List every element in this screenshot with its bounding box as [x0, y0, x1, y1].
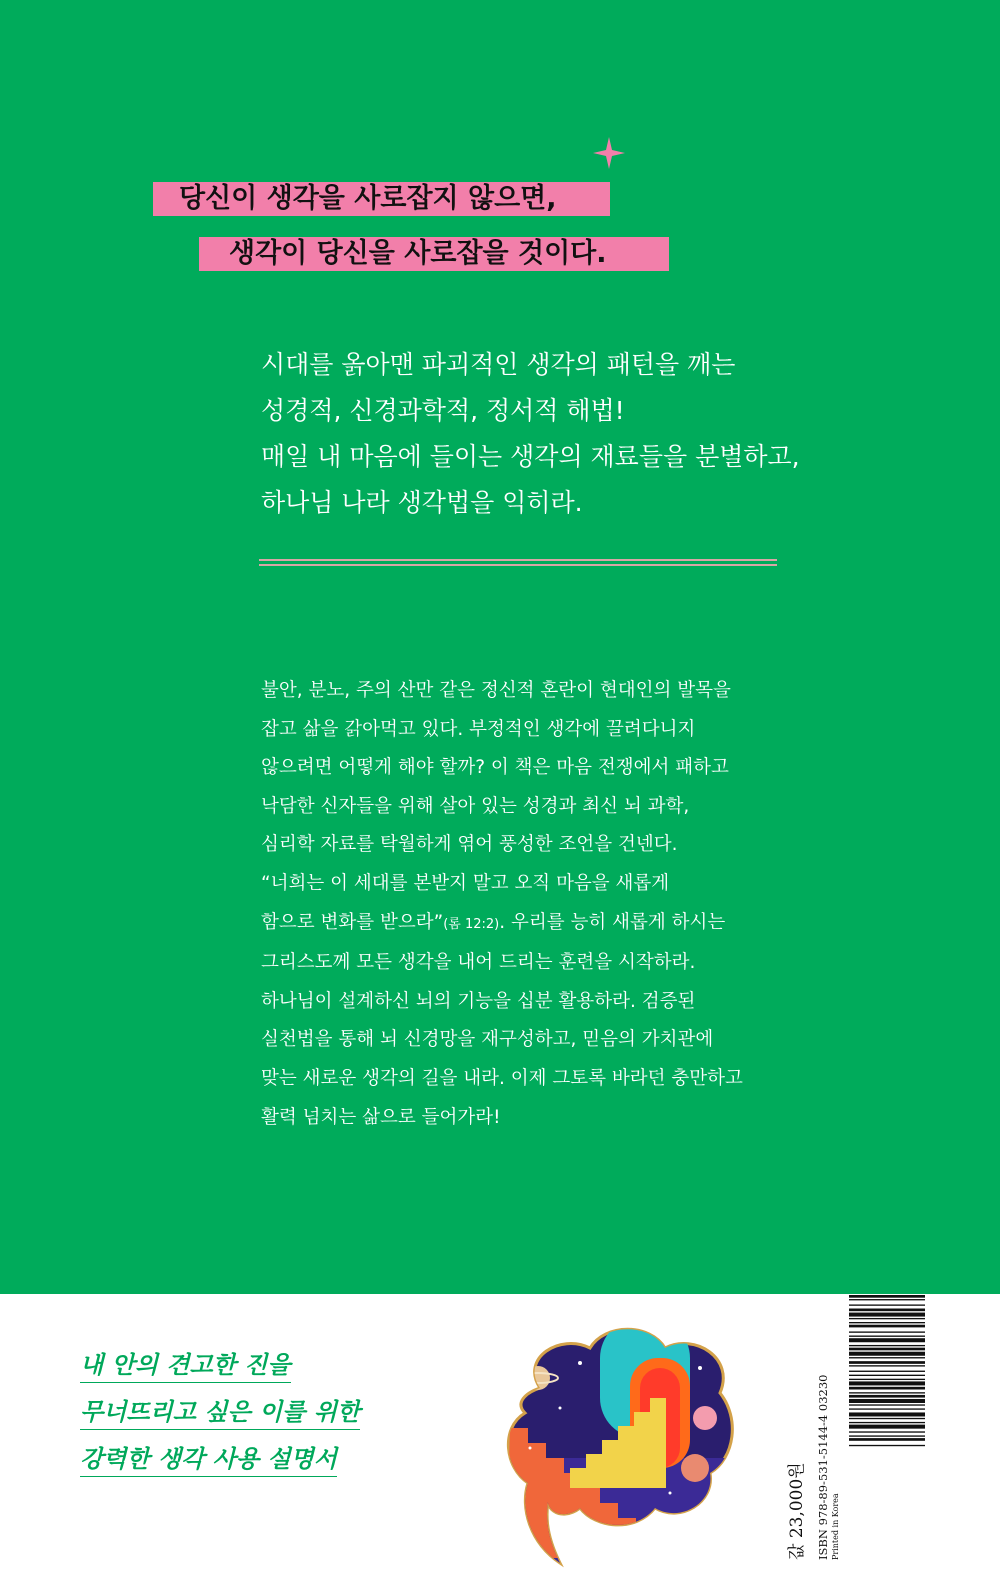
tagline-line: 강력한 생각 사용 설명서 — [80, 1442, 337, 1477]
description-text — [261, 672, 743, 1137]
barcode-bar — [849, 1348, 925, 1351]
isbn-label: ISBN 978-89-531-5144-4 03230 — [816, 1374, 830, 1560]
printed-in-label: Printed in Korea — [831, 1493, 840, 1560]
barcode-bar — [849, 1431, 925, 1432]
barcode-bar — [849, 1325, 925, 1328]
barcode-bar — [849, 1425, 925, 1429]
barcode-bar — [849, 1418, 925, 1419]
tagline-line: 내 안의 견고한 진을 — [80, 1348, 291, 1383]
barcode-bar — [849, 1379, 925, 1380]
barcode-bar — [849, 1304, 925, 1305]
description-line: 불안, 분노, 주의 산만 같은 정신적 혼란이 현대인의 발목을 — [261, 680, 731, 701]
barcode-bar — [849, 1313, 925, 1317]
intro-line: 하나님 나라 생각법을 익히라. — [261, 488, 583, 517]
barcode-bar — [849, 1438, 925, 1441]
description-line: “너희는 이 세대를 본받지 말고 오직 마음을 새롭게 — [261, 872, 670, 894]
description-line: 실천법을 통해 뇌 신경망을 재구성하고, 믿음의 가치관에 — [261, 1029, 714, 1051]
description-line: 하나님이 설계하신 뇌의 기능을 십분 활용하라. 검증된 — [261, 990, 696, 1012]
barcode-bar — [849, 1318, 925, 1319]
description-line: 심리학 자료를 탁월하게 엮어 풍성한 조언을 건넨다. — [261, 834, 678, 856]
barcode-bar — [849, 1381, 925, 1385]
description-line: 잡고 삶을 갉아먹고 있다. 부정적인 생각에 끌려다니지 — [261, 718, 696, 740]
barcode-bar — [849, 1445, 925, 1446]
barcode-bar — [849, 1371, 925, 1372]
description-line: 맞는 새로운 생각의 길을 내라. 이제 그토록 바라던 충만하고 — [261, 1067, 743, 1089]
barcode-bar — [849, 1309, 925, 1312]
description-line: 활력 넘치는 삶으로 들어가라! — [261, 1106, 501, 1128]
barcode-bar — [849, 1422, 925, 1423]
isbn-barcode — [849, 1295, 925, 1580]
intro-text — [261, 342, 800, 526]
divider-line-bottom — [259, 564, 777, 566]
barcode-bar — [849, 1338, 925, 1342]
scripture-reference: (롬 12:2) — [443, 916, 500, 932]
barcode-bar — [849, 1361, 925, 1364]
divider-line-top — [259, 559, 777, 561]
description-quote-end: 함으로 변화를 받으라” — [261, 911, 444, 933]
tagline — [80, 1344, 360, 1485]
barcode-bar — [849, 1408, 925, 1409]
barcode-bar — [849, 1365, 925, 1366]
description-line-rest: . 우리를 능히 새롭게 하시는 — [499, 911, 726, 933]
barcode-bar — [849, 1404, 925, 1405]
description-line: 낙담한 신자들을 위해 살아 있는 성경과 최신 뇌 과학, — [261, 795, 690, 817]
headline-line-1: 당신이 생각을 사로잡지 않으면, — [153, 182, 610, 216]
headline-line-2: 생각이 당신을 사로잡을 것이다. — [199, 237, 669, 271]
barcode-bar — [849, 1375, 925, 1376]
barcode-bar — [849, 1357, 925, 1358]
description-line: 않으려면 어떻게 해야 할까? 이 책은 마음 전쟁에서 패하고 — [261, 757, 729, 779]
intro-line: 매일 내 마음에 들이는 생각의 재료들을 분별하고, — [261, 442, 800, 471]
barcode-bar — [849, 1345, 925, 1346]
barcode-bar — [849, 1299, 925, 1300]
description-line — [261, 904, 743, 945]
brain-staircase-illustration — [500, 1308, 740, 1578]
sparkle-star-icon — [592, 136, 626, 170]
barcode-bar — [849, 1392, 925, 1393]
price-label: 값 23,000원 — [787, 1462, 807, 1560]
barcode-bar — [849, 1412, 925, 1416]
barcode-bar — [849, 1322, 925, 1323]
intro-line: 시대를 옭아맨 파괴적인 생각의 패턴을 깨는 — [261, 350, 736, 379]
barcode-bar — [849, 1435, 925, 1436]
intro-line: 성경적, 신경과학적, 정서적 해법! — [261, 396, 625, 425]
description-line: 그리스도께 모든 생각을 내어 드리는 훈련을 시작하라. — [261, 952, 696, 974]
tagline-line: 무너뜨리고 싶은 이를 위한 — [80, 1395, 360, 1430]
barcode-bar — [849, 1331, 925, 1332]
barcode-bar — [849, 1295, 925, 1298]
barcode-bar — [849, 1336, 925, 1337]
barcode-bar — [849, 1399, 925, 1403]
barcode-bar — [849, 1352, 925, 1356]
barcode-bar — [849, 1395, 925, 1398]
barcode-bar — [849, 1387, 925, 1390]
